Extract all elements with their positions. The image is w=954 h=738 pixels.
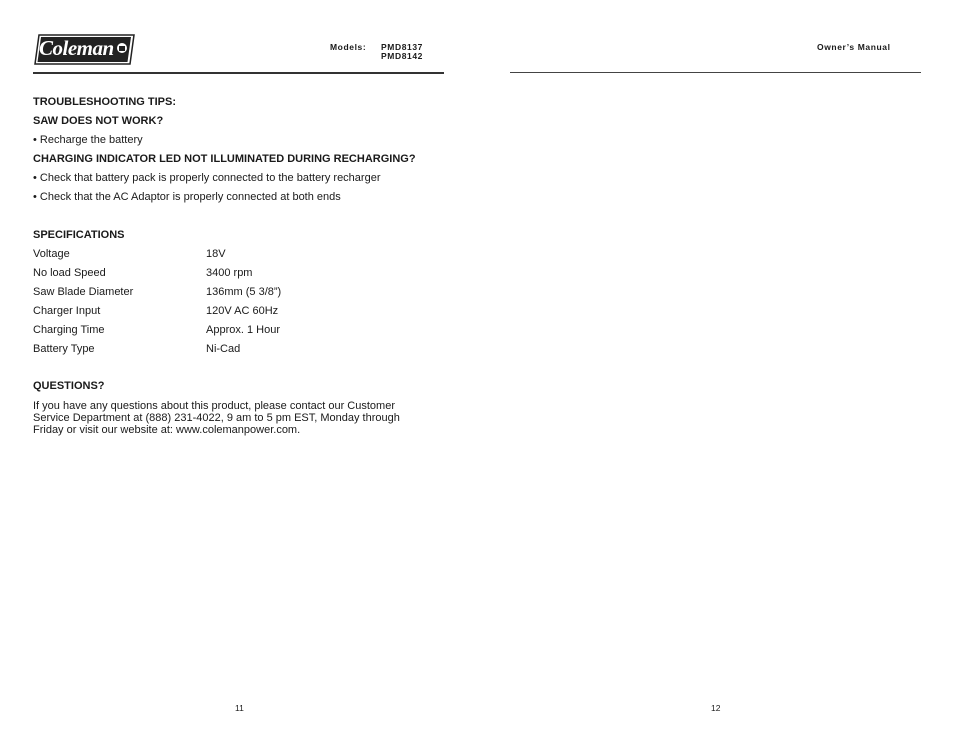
led-tip-item: • Check that battery pack is properly connected to the battery recharger — [33, 172, 381, 184]
saw-heading: SAW DOES NOT WORK? — [33, 115, 164, 127]
spec-value: 120V AC 60Hz — [206, 305, 279, 317]
questions-title: QUESTIONS? — [33, 380, 105, 392]
spec-value: 3400 rpm — [206, 267, 253, 279]
logo-text: Coleman — [39, 36, 114, 60]
specifications-title: SPECIFICATIONS — [33, 229, 125, 241]
spec-value: Ni-Cad — [206, 343, 241, 355]
spec-label: Voltage — [33, 248, 70, 260]
coleman-logo — [33, 33, 135, 66]
page-number-right: 12 — [711, 703, 721, 713]
spec-label: Charger Input — [33, 305, 101, 317]
questions-paragraph: If you have any questions about this product, please contact our Customer Service Department at (888) 231-4022, 9 am to 5 pm EST, Monday through Friday or visit our website at: www.colemanpower.com. — [33, 400, 400, 436]
manual-title: Owner’s Manual — [817, 42, 891, 52]
left-header-rule — [33, 72, 444, 74]
spec-value: 18V — [206, 248, 226, 260]
spec-label: Charging Time — [33, 324, 105, 336]
right-header-rule — [510, 72, 921, 73]
page-number-left: 11 — [235, 703, 244, 713]
models-label: Models: — [330, 42, 367, 52]
spec-label: Saw Blade Diameter — [33, 286, 134, 298]
spec-value: 136mm (5 3/8”) — [206, 286, 282, 298]
spec-label: Battery Type — [33, 343, 95, 355]
saw-tip-item: • Recharge the battery — [33, 134, 143, 146]
model-number-1: PMD8137 — [381, 42, 423, 52]
spec-label: No load Speed — [33, 267, 106, 279]
spec-value: Approx. 1 Hour — [206, 324, 280, 336]
led-tip-item: • Check that the AC Adaptor is properly connected at both ends — [33, 191, 341, 203]
led-heading: CHARGING INDICATOR LED NOT ILLUMINATED DURING RECHARGING? — [33, 153, 416, 165]
model-number-2: PMD8142 — [381, 51, 423, 61]
troubleshooting-title: TROUBLESHOOTING TIPS: — [33, 96, 176, 108]
